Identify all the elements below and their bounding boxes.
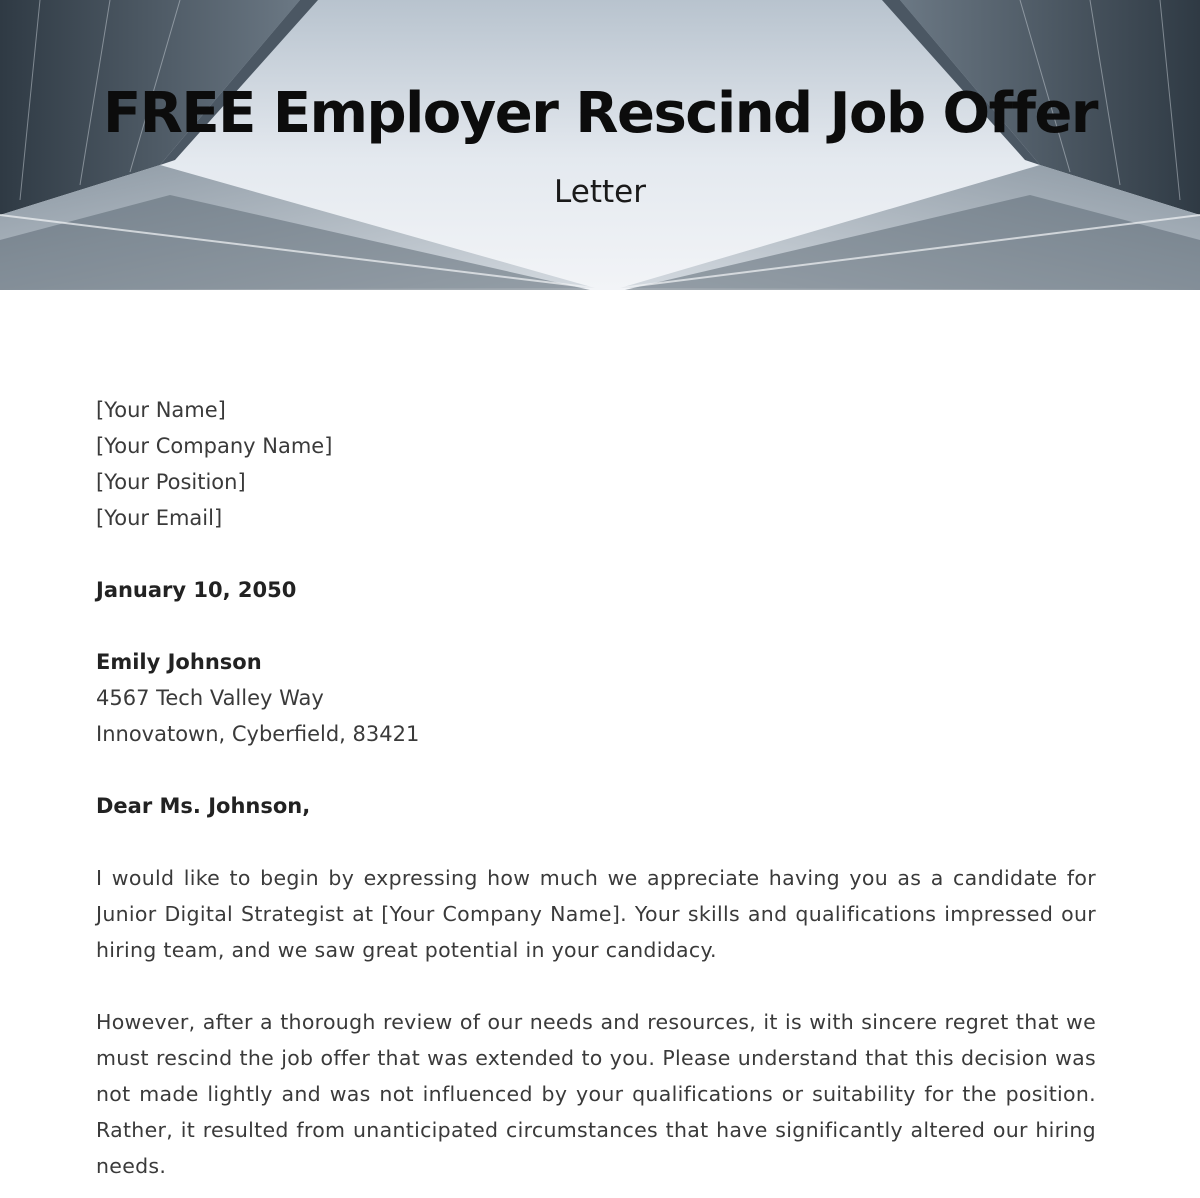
letter-date: January 10, 2050: [96, 578, 297, 602]
sender-name: [Your Name]: [96, 398, 226, 422]
document-subtitle: Letter: [554, 174, 646, 210]
recipient-street: 4567 Tech Valley Way: [96, 686, 324, 710]
spacer: [96, 824, 1096, 860]
spacer: [96, 968, 1096, 1004]
letter-body: [96, 392, 1096, 1184]
spacer: [96, 536, 1096, 572]
recipient-name: Emily Johnson: [96, 650, 262, 674]
spacer: [96, 752, 1096, 788]
header-banner: [0, 0, 1200, 290]
recipient-city: Innovatown, Cyberfield, 83421: [96, 722, 420, 746]
document-title: FREE Employer Rescind Job Offer: [103, 81, 1097, 146]
spacer: [96, 608, 1096, 644]
paragraph-rescind: However, after a thorough review of our needs and resources, it is with sincere regret that we must rescind the job offer that was extended to you. Please understand that this decision was not made lightly and was not influenced by your qualifications or suitability for the position. Rather, it resulted from unanticipated circumstances that have significantly altered our hiring needs.: [96, 1010, 1096, 1178]
sender-position: [Your Position]: [96, 470, 246, 494]
sender-company: [Your Company Name]: [96, 434, 333, 458]
paragraph-intro: I would like to begin by expressing how much we appreciate having you as a candidate for Junior Digital Strategist at [Your Company Name]. Your skills and qualifications impressed our hiring team, and we saw great potential in your candidacy.: [96, 866, 1096, 962]
sender-email: [Your Email]: [96, 506, 223, 530]
salutation: Dear Ms. Johnson,: [96, 794, 311, 818]
